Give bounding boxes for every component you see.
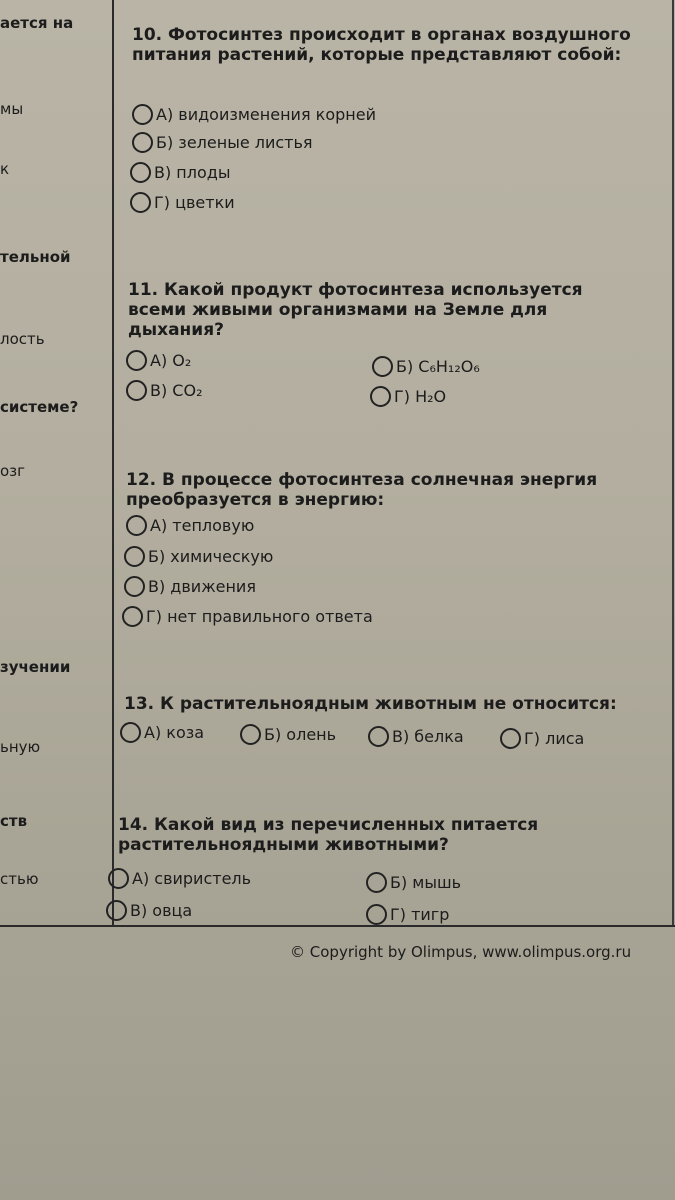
radio-circle-icon[interactable] (368, 726, 389, 747)
left-fragment: озг (0, 462, 26, 480)
radio-circle-icon[interactable] (122, 606, 143, 627)
option-10-d[interactable]: Г) цветки (130, 192, 235, 213)
column-divider (112, 0, 114, 925)
left-fragment: тельной (0, 248, 71, 266)
option-13-b[interactable]: Б) олень (240, 724, 336, 745)
option-14-d[interactable]: Г) тигр (366, 904, 449, 925)
option-11-c[interactable]: В) CO₂ (126, 380, 202, 401)
left-fragment: системе? (0, 398, 79, 416)
question-13 (124, 694, 644, 714)
radio-circle-icon[interactable] (366, 904, 387, 925)
option-14-c[interactable]: В) овца (106, 900, 192, 921)
radio-circle-icon[interactable] (366, 872, 387, 893)
radio-circle-icon[interactable] (106, 900, 127, 921)
option-12-c[interactable]: В) движения (124, 576, 256, 597)
radio-circle-icon[interactable] (130, 192, 151, 213)
radio-circle-icon[interactable] (500, 728, 521, 749)
option-13-d[interactable]: Г) лиса (500, 728, 584, 749)
question-title: 14. Какой вид из перечисленных питается растительноядными животными? (118, 815, 539, 855)
option-10-a[interactable]: А) видоизменения корней (132, 104, 376, 125)
radio-circle-icon[interactable] (372, 356, 393, 377)
copyright-footer: © Copyright by Olimpus, www.olimpus.org.ru (290, 943, 632, 961)
left-fragment: к (0, 160, 10, 178)
left-fragment: ается на (0, 14, 74, 32)
option-14-b[interactable]: Б) мышь (366, 872, 461, 893)
question-12 (126, 470, 606, 510)
option-10-c[interactable]: В) плоды (130, 162, 230, 183)
option-10-b[interactable]: Б) зеленые листья (132, 132, 313, 153)
left-fragment: ьную (0, 738, 41, 756)
radio-circle-icon[interactable] (120, 722, 141, 743)
bleed-through-text (330, 160, 334, 175)
left-fragment: ств (0, 812, 28, 830)
radio-circle-icon[interactable] (132, 132, 153, 153)
radio-circle-icon[interactable] (132, 104, 153, 125)
radio-circle-icon[interactable] (124, 546, 145, 567)
radio-circle-icon[interactable] (124, 576, 145, 597)
option-12-b[interactable]: Б) химическую (124, 546, 273, 567)
question-11 (128, 280, 598, 340)
left-fragment: стью (0, 870, 39, 888)
left-fragment: зучении (0, 658, 71, 676)
option-11-b[interactable]: Б) C₆H₁₂O₆ (372, 356, 480, 377)
question-title: 12. В процессе фотосинтеза солнечная энергия преобразуется в энергию: (126, 470, 598, 510)
left-fragment: лость (0, 330, 45, 348)
right-border (672, 0, 674, 925)
bottom-border (0, 925, 675, 927)
option-12-a[interactable]: А) тепловую (126, 515, 254, 536)
option-11-d[interactable]: Г) H₂O (370, 386, 446, 407)
option-12-d[interactable]: Г) нет правильного ответа (122, 606, 373, 627)
question-title: 11. Какой продукт фотосинтеза используется всеми живыми организмами на Земле для дыхания? (128, 280, 583, 340)
radio-circle-icon[interactable] (126, 380, 147, 401)
radio-circle-icon[interactable] (126, 350, 147, 371)
option-13-a[interactable]: А) коза (120, 722, 204, 743)
radio-circle-icon[interactable] (126, 515, 147, 536)
option-11-a[interactable]: А) O₂ (126, 350, 191, 371)
question-14 (118, 815, 568, 855)
question-title: 13. К растительноядным животным не относится: (124, 694, 617, 714)
question-10 (132, 25, 632, 65)
left-fragment: мы (0, 100, 24, 118)
radio-circle-icon[interactable] (108, 868, 129, 889)
radio-circle-icon[interactable] (130, 162, 151, 183)
radio-circle-icon[interactable] (240, 724, 261, 745)
option-14-a[interactable]: А) свиристель (108, 868, 251, 889)
question-title: 10. Фотосинтез происходит в органах воздушного питания растений, которые представляют собой: (132, 25, 631, 65)
option-13-c[interactable]: В) белка (368, 726, 464, 747)
radio-circle-icon[interactable] (370, 386, 391, 407)
